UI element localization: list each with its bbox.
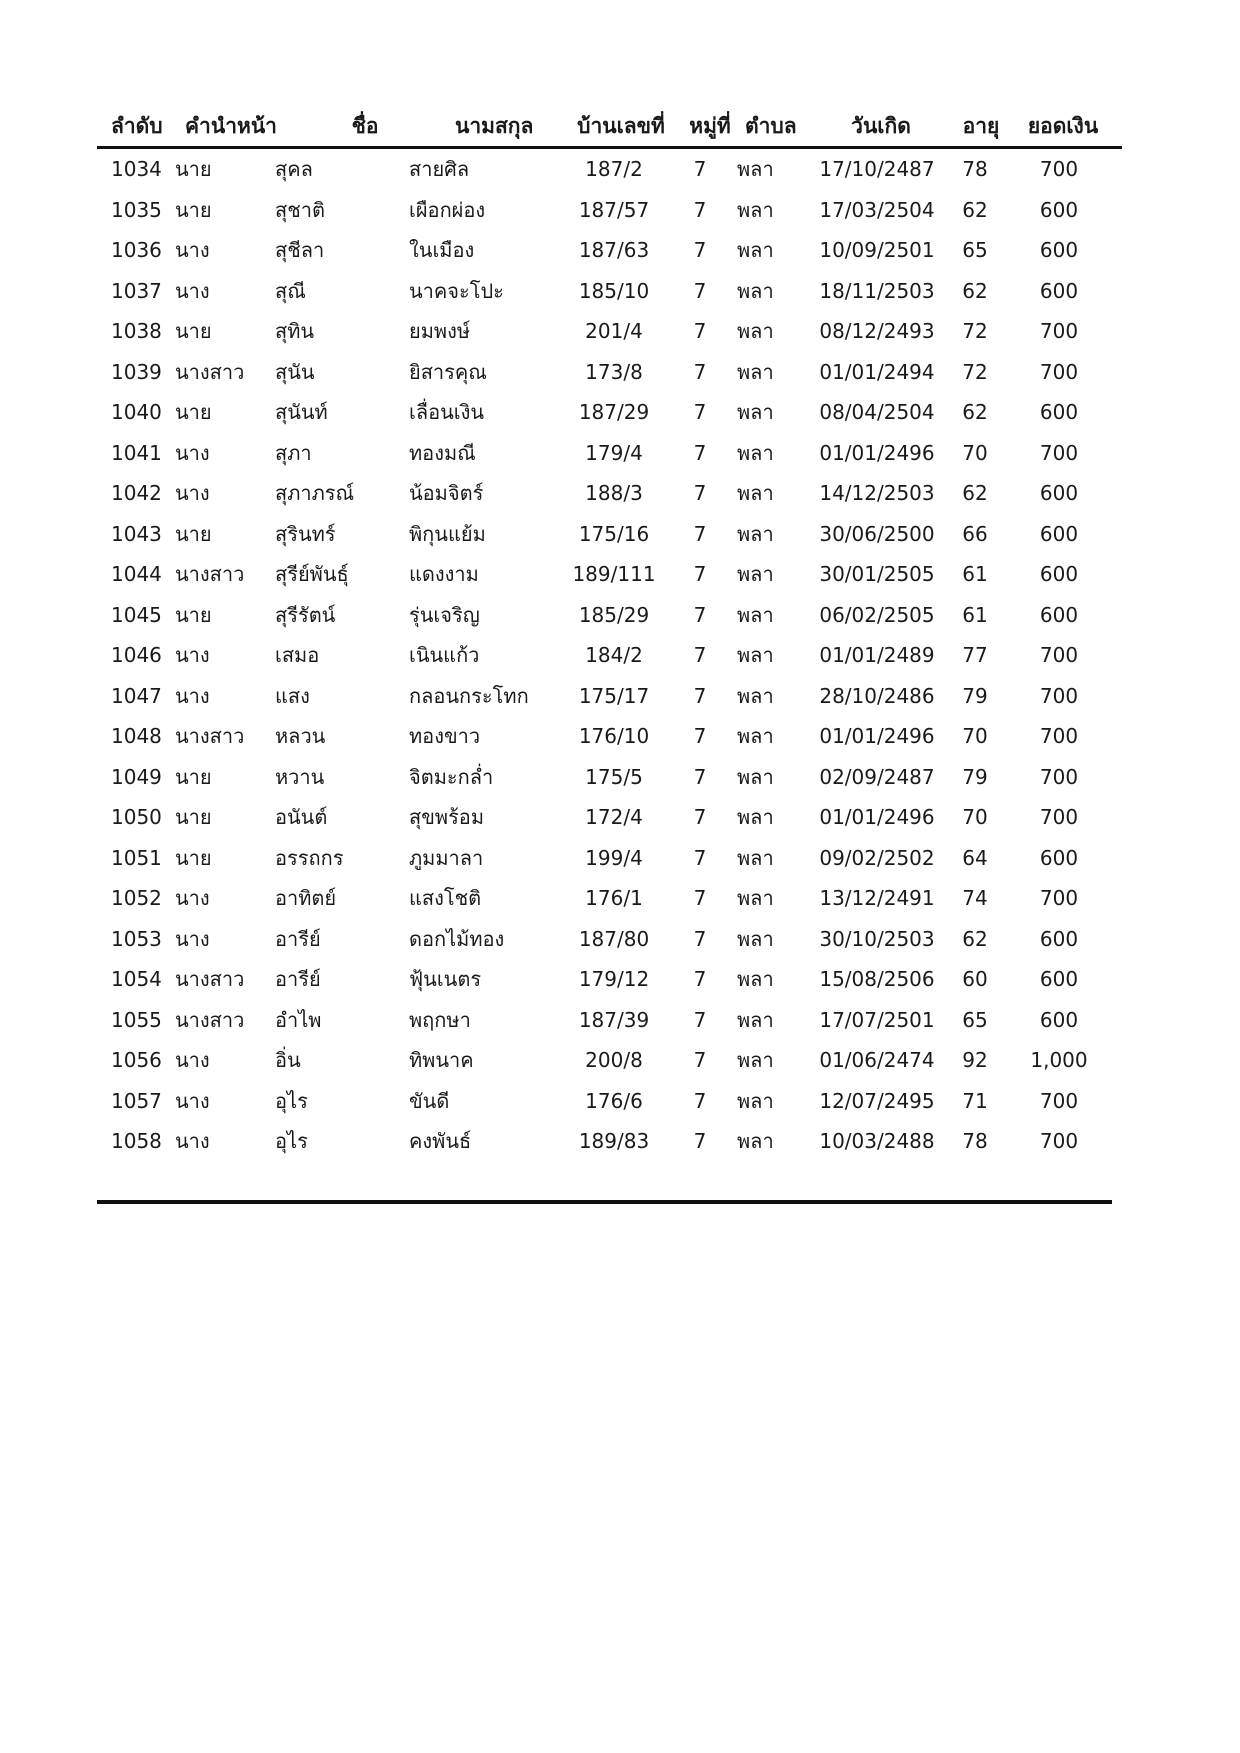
- cell-age: 72: [962, 319, 988, 343]
- cell-house-no: 175/16: [578, 521, 650, 546]
- cell-prefix: นาย: [175, 521, 212, 546]
- cell-birth-date: 17/03/2504: [819, 197, 935, 222]
- cell-tambon: พลา: [737, 359, 774, 384]
- cell-surname: ในเมือง: [409, 238, 475, 262]
- cell-amount: 700: [1039, 643, 1079, 667]
- table-row: [97, 392, 1122, 433]
- cell-surname: ทองขาว: [409, 724, 481, 748]
- cell-age: 92: [962, 1048, 988, 1072]
- cell-birth-date: 01/01/2496: [819, 724, 935, 748]
- cell-name: สุทิน: [275, 319, 315, 343]
- cell-age: 61: [962, 562, 988, 586]
- cell-age: 70: [962, 440, 988, 465]
- cell-seq: 1038: [111, 319, 162, 343]
- cell-seq: 1052: [111, 886, 162, 910]
- cell-prefix: นาย: [175, 157, 212, 181]
- cell-house-no: 175/5: [585, 764, 643, 789]
- header-seq: ลำดับ: [111, 114, 163, 138]
- cell-birth-date: 28/10/2486: [819, 683, 935, 708]
- cell-surname: รุ่นเจริญ: [409, 602, 480, 627]
- cell-age: 62: [962, 197, 988, 222]
- cell-birth-date: 01/01/2489: [819, 643, 935, 667]
- cell-name: สุรินทร์: [275, 521, 336, 546]
- cell-house-no: 200/8: [585, 1048, 643, 1072]
- cell-birth-date: 02/09/2487: [819, 764, 935, 789]
- cell-seq: 1037: [111, 278, 162, 303]
- cell-house-no: 184/2: [585, 643, 643, 667]
- cell-birth-date: 01/06/2474: [819, 1048, 935, 1072]
- cell-seq: 1057: [111, 1088, 162, 1113]
- cell-house-no: 173/8: [585, 359, 643, 384]
- cell-house-no: 176/1: [585, 886, 643, 910]
- cell-prefix: นาย: [175, 845, 212, 870]
- cell-seq: 1054: [111, 967, 162, 991]
- cell-birth-date: 01/01/2494: [819, 359, 935, 384]
- cell-birth-date: 30/10/2503: [819, 926, 935, 951]
- cell-birth-date: 14/12/2503: [819, 481, 935, 505]
- cell-name: อุไร: [275, 1088, 308, 1113]
- table-row: [97, 757, 1122, 798]
- table-row: [97, 190, 1122, 231]
- cell-moo: 7: [693, 805, 707, 829]
- table-row: [97, 433, 1122, 474]
- cell-tambon: พลา: [737, 1007, 774, 1032]
- cell-seq: 1047: [111, 683, 162, 708]
- header-tambon: ตำบล: [745, 114, 797, 138]
- table-row: [97, 595, 1122, 636]
- cell-surname: สายศิล: [409, 157, 470, 181]
- cell-house-no: 187/29: [578, 400, 650, 424]
- cell-name: สุภา: [275, 440, 312, 465]
- cell-house-no: 187/2: [585, 157, 643, 181]
- cell-tambon: พลา: [737, 1129, 774, 1153]
- cell-name: แสง: [275, 683, 310, 708]
- cell-prefix: นาง: [175, 683, 210, 708]
- header-moo: หมู่ที่: [689, 114, 731, 138]
- cell-tambon: พลา: [737, 602, 774, 627]
- cell-age: 70: [962, 724, 988, 748]
- cell-moo: 7: [693, 602, 707, 627]
- cell-surname: กลอนกระโทก: [409, 683, 529, 708]
- cell-age: 62: [962, 400, 988, 424]
- cell-age: 70: [962, 805, 988, 829]
- cell-moo: 7: [693, 359, 707, 384]
- cell-amount: 600: [1039, 238, 1079, 262]
- beneficiary-table: [97, 108, 1122, 1162]
- cell-prefix: นาย: [175, 764, 212, 789]
- cell-age: 77: [962, 643, 988, 667]
- cell-house-no: 185/10: [578, 278, 650, 303]
- cell-age: 64: [962, 845, 988, 870]
- cell-house-no: 187/63: [578, 238, 650, 262]
- cell-moo: 7: [693, 724, 707, 748]
- table-row: [97, 959, 1122, 1000]
- cell-moo: 7: [693, 886, 707, 910]
- cell-age: 62: [962, 926, 988, 951]
- table-row: [97, 149, 1122, 190]
- cell-seq: 1035: [111, 197, 162, 222]
- cell-house-no: 172/4: [585, 805, 643, 829]
- cell-tambon: พลา: [737, 967, 774, 991]
- cell-birth-date: 01/01/2496: [819, 805, 935, 829]
- table-header: [97, 108, 1122, 149]
- table-row: [97, 271, 1122, 312]
- cell-prefix: นาง: [175, 440, 210, 465]
- cell-seq: 1048: [111, 724, 162, 748]
- cell-tambon: พลา: [737, 845, 774, 870]
- cell-house-no: 187/39: [578, 1007, 650, 1032]
- cell-birth-date: 12/07/2495: [819, 1088, 935, 1113]
- cell-prefix: นาง: [175, 1088, 210, 1113]
- cell-surname: คงพันธ์: [409, 1129, 472, 1153]
- cell-surname: จิตมะกล่ำ: [409, 764, 494, 789]
- cell-name: อำไพ: [275, 1007, 322, 1032]
- cell-age: 65: [962, 238, 988, 262]
- cell-amount: 700: [1039, 805, 1079, 829]
- cell-surname: แสงโชติ: [409, 886, 482, 910]
- cell-age: 62: [962, 278, 988, 303]
- cell-moo: 7: [693, 926, 707, 951]
- cell-surname: ภูมมาลา: [409, 845, 484, 870]
- cell-name: สุรีรัตน์: [275, 602, 336, 627]
- cell-amount: 700: [1039, 319, 1079, 343]
- header-surname: นามสกุล: [455, 114, 534, 138]
- cell-surname: เนินแก้ว: [409, 643, 480, 667]
- cell-amount: 700: [1039, 440, 1079, 465]
- header-birth-date: วันเกิด: [851, 114, 911, 138]
- cell-house-no: 189/111: [572, 562, 656, 586]
- cell-moo: 7: [693, 197, 707, 222]
- cell-tambon: พลา: [737, 764, 774, 789]
- cell-name: สุนัน: [275, 359, 315, 384]
- cell-amount: 700: [1039, 1088, 1079, 1113]
- cell-seq: 1046: [111, 643, 162, 667]
- cell-moo: 7: [693, 521, 707, 546]
- cell-name: หวาน: [275, 764, 325, 789]
- cell-moo: 7: [693, 1048, 707, 1072]
- cell-name: อนันต์: [275, 805, 328, 829]
- cell-seq: 1039: [111, 359, 162, 384]
- table-row: [97, 554, 1122, 595]
- cell-age: 61: [962, 602, 988, 627]
- cell-amount: 700: [1039, 886, 1079, 910]
- cell-age: 79: [962, 764, 988, 789]
- cell-name: อาทิตย์: [275, 886, 337, 910]
- cell-birth-date: 06/02/2505: [819, 602, 935, 627]
- cell-birth-date: 17/10/2487: [819, 157, 935, 181]
- cell-name: สุคล: [275, 157, 313, 181]
- cell-name: สุนันท์: [275, 400, 328, 424]
- cell-moo: 7: [693, 440, 707, 465]
- cell-prefix: นางสาว: [175, 562, 245, 586]
- cell-amount: 600: [1039, 845, 1079, 870]
- cell-amount: 700: [1039, 683, 1079, 708]
- cell-moo: 7: [693, 400, 707, 424]
- cell-age: 65: [962, 1007, 988, 1032]
- cell-tambon: พลา: [737, 886, 774, 910]
- cell-moo: 7: [693, 643, 707, 667]
- cell-age: 71: [962, 1088, 988, 1113]
- cell-moo: 7: [693, 278, 707, 303]
- cell-moo: 7: [693, 319, 707, 343]
- cell-amount: 600: [1039, 562, 1079, 586]
- table-row: [97, 878, 1122, 919]
- cell-prefix: นาง: [175, 1129, 210, 1153]
- cell-prefix: นางสาว: [175, 724, 245, 748]
- cell-tambon: พลา: [737, 319, 774, 343]
- header-prefix: คำนำหน้า: [185, 114, 277, 138]
- cell-birth-date: 09/02/2502: [819, 845, 935, 870]
- cell-surname: นาคจะโปะ: [409, 278, 504, 303]
- cell-seq: 1043: [111, 521, 162, 546]
- cell-prefix: นาง: [175, 643, 210, 667]
- cell-name: สุชาติ: [275, 197, 325, 222]
- cell-surname: ขันดี: [409, 1088, 450, 1113]
- cell-seq: 1058: [111, 1129, 162, 1153]
- cell-name: สุชีลา: [275, 238, 325, 262]
- cell-birth-date: 10/03/2488: [819, 1129, 935, 1153]
- cell-surname: ฟุ้นเนตร: [409, 967, 482, 991]
- table-row: [97, 838, 1122, 879]
- cell-surname: ดอกไม้ทอง: [409, 926, 505, 951]
- table-row: [97, 230, 1122, 271]
- cell-amount: 600: [1039, 521, 1079, 546]
- cell-prefix: นาง: [175, 886, 210, 910]
- cell-tambon: พลา: [737, 521, 774, 546]
- cell-seq: 1055: [111, 1007, 162, 1032]
- cell-amount: 600: [1039, 400, 1079, 424]
- table-row: [97, 1121, 1122, 1162]
- cell-prefix: นาย: [175, 805, 212, 829]
- cell-surname: น้อมจิตร์: [409, 481, 484, 505]
- cell-age: 78: [962, 1129, 988, 1153]
- cell-age: 78: [962, 157, 988, 181]
- cell-house-no: 201/4: [585, 319, 643, 343]
- cell-tambon: พลา: [737, 157, 774, 181]
- cell-prefix: นาย: [175, 197, 212, 222]
- cell-surname: พิกุนแย้ม: [409, 521, 486, 546]
- cell-amount: 600: [1039, 278, 1079, 303]
- cell-name: สุณี: [275, 278, 306, 303]
- cell-amount: 600: [1039, 602, 1079, 627]
- table-row: [97, 514, 1122, 555]
- cell-birth-date: 30/01/2505: [819, 562, 935, 586]
- cell-surname: เลื่อนเงิน: [409, 400, 485, 424]
- cell-house-no: 187/80: [578, 926, 650, 951]
- cell-name: หลวน: [275, 724, 326, 748]
- cell-birth-date: 17/07/2501: [819, 1007, 935, 1032]
- cell-prefix: นาย: [175, 400, 212, 424]
- cell-house-no: 189/83: [578, 1129, 650, 1153]
- cell-surname: ทองมณี: [409, 440, 476, 465]
- cell-amount: 1,000: [1030, 1048, 1088, 1072]
- cell-birth-date: 13/12/2491: [819, 886, 935, 910]
- table-row: [97, 311, 1122, 352]
- cell-name: อารีย์: [275, 967, 321, 991]
- cell-birth-date: 08/12/2493: [819, 319, 935, 343]
- cell-seq: 1051: [111, 845, 162, 870]
- cell-tambon: พลา: [737, 926, 774, 951]
- cell-moo: 7: [693, 967, 707, 991]
- cell-seq: 1053: [111, 926, 162, 951]
- cell-moo: 7: [693, 1088, 707, 1113]
- header-amount: ยอดเงิน: [1027, 114, 1099, 138]
- cell-tambon: พลา: [737, 562, 774, 586]
- cell-moo: 7: [693, 845, 707, 870]
- cell-seq: 1056: [111, 1048, 162, 1072]
- cell-surname: ยมพงษ์: [409, 319, 471, 343]
- cell-amount: 700: [1039, 1129, 1079, 1153]
- cell-tambon: พลา: [737, 683, 774, 708]
- table-row: [97, 1081, 1122, 1122]
- cell-name: อารีย์: [275, 926, 321, 951]
- cell-birth-date: 15/08/2506: [819, 967, 935, 991]
- cell-prefix: นาง: [175, 238, 210, 262]
- table-row: [97, 1040, 1122, 1081]
- cell-tambon: พลา: [737, 197, 774, 222]
- cell-amount: 700: [1039, 157, 1079, 181]
- cell-prefix: นางสาว: [175, 967, 245, 991]
- cell-name: อุไร: [275, 1129, 308, 1153]
- cell-seq: 1042: [111, 481, 162, 505]
- cell-house-no: 175/17: [578, 683, 650, 708]
- bottom-rule: [97, 1200, 1112, 1204]
- cell-seq: 1045: [111, 602, 162, 627]
- cell-house-no: 199/4: [585, 845, 643, 870]
- cell-birth-date: 10/09/2501: [819, 238, 935, 262]
- cell-age: 74: [962, 886, 988, 910]
- cell-prefix: นางสาว: [175, 359, 245, 384]
- cell-moo: 7: [693, 1129, 707, 1153]
- cell-birth-date: 08/04/2504: [819, 400, 935, 424]
- cell-seq: 1044: [111, 562, 162, 586]
- cell-seq: 1034: [111, 157, 162, 181]
- cell-surname: พฤกษา: [409, 1007, 471, 1032]
- cell-prefix: นาง: [175, 481, 210, 505]
- cell-birth-date: 30/06/2500: [819, 521, 935, 546]
- table-row: [97, 676, 1122, 717]
- cell-age: 79: [962, 683, 988, 708]
- cell-surname: เผือกผ่อง: [409, 197, 486, 222]
- table-row: [97, 919, 1122, 960]
- cell-birth-date: 01/01/2496: [819, 440, 935, 465]
- cell-tambon: พลา: [737, 481, 774, 505]
- cell-tambon: พลา: [737, 400, 774, 424]
- cell-house-no: 179/12: [578, 967, 650, 991]
- cell-seq: 1041: [111, 440, 162, 465]
- table-body: [97, 149, 1122, 1162]
- cell-amount: 600: [1039, 967, 1079, 991]
- cell-seq: 1049: [111, 764, 162, 789]
- header-age: อายุ: [962, 114, 1000, 138]
- cell-age: 72: [962, 359, 988, 384]
- cell-name: เสมอ: [275, 643, 320, 667]
- cell-tambon: พลา: [737, 805, 774, 829]
- cell-name: อรรถกร: [275, 845, 344, 870]
- cell-surname: สุขพร้อม: [409, 805, 484, 829]
- header-house-no: บ้านเลขที่: [577, 114, 665, 138]
- cell-tambon: พลา: [737, 440, 774, 465]
- cell-age: 66: [962, 521, 988, 546]
- cell-tambon: พลา: [737, 1088, 774, 1113]
- cell-house-no: 176/6: [585, 1088, 643, 1113]
- cell-prefix: นาย: [175, 319, 212, 343]
- cell-tambon: พลา: [737, 643, 774, 667]
- cell-prefix: นาย: [175, 602, 212, 627]
- cell-house-no: 187/57: [578, 197, 650, 222]
- cell-name: สุภาภรณ์: [275, 481, 355, 505]
- cell-amount: 700: [1039, 359, 1079, 384]
- cell-tambon: พลา: [737, 278, 774, 303]
- table-row: [97, 635, 1122, 676]
- cell-house-no: 179/4: [585, 440, 643, 465]
- cell-birth-date: 18/11/2503: [819, 278, 935, 303]
- cell-moo: 7: [693, 1007, 707, 1032]
- table-row: [97, 797, 1122, 838]
- table-row: [97, 716, 1122, 757]
- cell-moo: 7: [693, 481, 707, 505]
- cell-tambon: พลา: [737, 1048, 774, 1072]
- cell-amount: 600: [1039, 1007, 1079, 1032]
- cell-moo: 7: [693, 764, 707, 789]
- cell-seq: 1036: [111, 238, 162, 262]
- table-row: [97, 473, 1122, 514]
- cell-moo: 7: [693, 238, 707, 262]
- cell-seq: 1050: [111, 805, 162, 829]
- cell-name: สุรีย์พันธุ์: [275, 562, 349, 586]
- cell-moo: 7: [693, 683, 707, 708]
- cell-moo: 7: [693, 157, 707, 181]
- cell-tambon: พลา: [737, 238, 774, 262]
- cell-age: 62: [962, 481, 988, 505]
- cell-prefix: นาง: [175, 1048, 210, 1072]
- cell-amount: 700: [1039, 724, 1079, 748]
- cell-prefix: นางสาว: [175, 1007, 245, 1032]
- cell-amount: 600: [1039, 481, 1079, 505]
- cell-prefix: นาง: [175, 926, 210, 951]
- header-name: ชื่อ: [351, 114, 379, 138]
- cell-tambon: พลา: [737, 724, 774, 748]
- cell-surname: แดงงาม: [409, 562, 479, 586]
- cell-amount: 600: [1039, 926, 1079, 951]
- cell-house-no: 185/29: [578, 602, 650, 627]
- cell-moo: 7: [693, 562, 707, 586]
- cell-amount: 700: [1039, 764, 1079, 789]
- table-row: [97, 1000, 1122, 1041]
- cell-surname: ยิสารคุณ: [409, 359, 487, 384]
- cell-surname: ทิพนาค: [409, 1048, 474, 1072]
- cell-seq: 1040: [111, 400, 162, 424]
- table-row: [97, 352, 1122, 393]
- cell-amount: 600: [1039, 197, 1079, 222]
- cell-house-no: 176/10: [578, 724, 650, 748]
- cell-house-no: 188/3: [585, 481, 643, 505]
- cell-age: 60: [962, 967, 988, 991]
- cell-prefix: นาง: [175, 278, 210, 303]
- cell-name: อิ่น: [275, 1048, 301, 1072]
